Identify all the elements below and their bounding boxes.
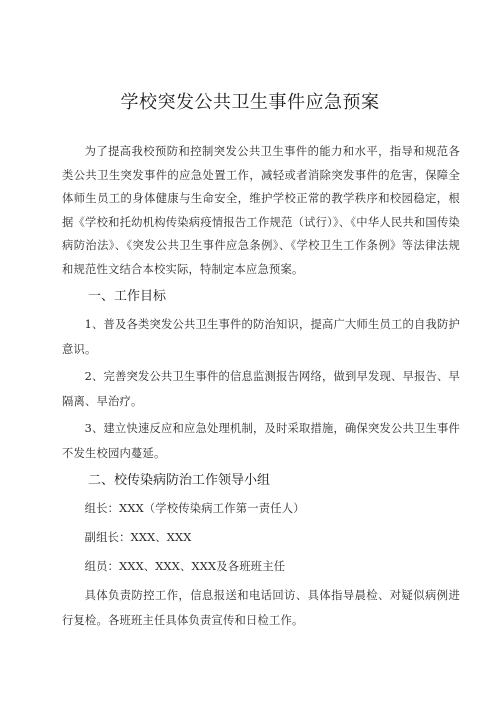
intro-paragraph: 为了提高我校预防和控制突发公共卫生事件的能力和水平，指导和规范各类公共卫生突发事件的应急处置工作，减轻或者消除突发事件的危害，保障全体师生员工的身体健康与生命安全，维护学校正常的教学秩序和校园稳定，根据《学校和托幼机构传染病疫情报告工作规范（试行）》、《中华人民共和国传染病防治法》、《突发公共卫生事件应急条例》、《学校卫生工作条例》等法律法规和规范性文结合本校实际，特制定本应急预案。 <box>62 145 460 276</box>
goal-item-3: 3、建立快速反应和应急处理机制，及时采取措施，确保突发公共卫生事件不发生校园内蔓延。 <box>62 421 460 460</box>
deputy-leader-line: 副组长：XXX、XXX <box>84 530 192 544</box>
goal-item-2: 2、完善突发公共卫生事件的信息监测报告网络，做到早发现、早报告、早隔离、早治疗。 <box>62 369 460 408</box>
section-heading-goals: 一、工作目标 <box>88 288 167 304</box>
goal-item-1: 1、普及各类突发公共卫生事件的防治知识，提高广大师生员工的自我防护意识。 <box>62 317 460 356</box>
document-title: 学校突发公共卫生事件应急预案 <box>120 92 380 113</box>
members-line: 组员：XXX、XXX、XXX及各班班主任 <box>84 559 286 573</box>
document-body <box>62 140 460 633</box>
leader-line: 组长：XXX（学校传染病工作第一责任人） <box>84 501 305 515</box>
duty-paragraph: 具体负责防控工作，信息报送和电话回访、具体指导晨检、对疑似病例进行复检。各班班主任具体负责宣传和日检工作。 <box>62 588 460 627</box>
section-heading-leadership: 二、校传染病防治工作领导小组 <box>88 472 271 488</box>
